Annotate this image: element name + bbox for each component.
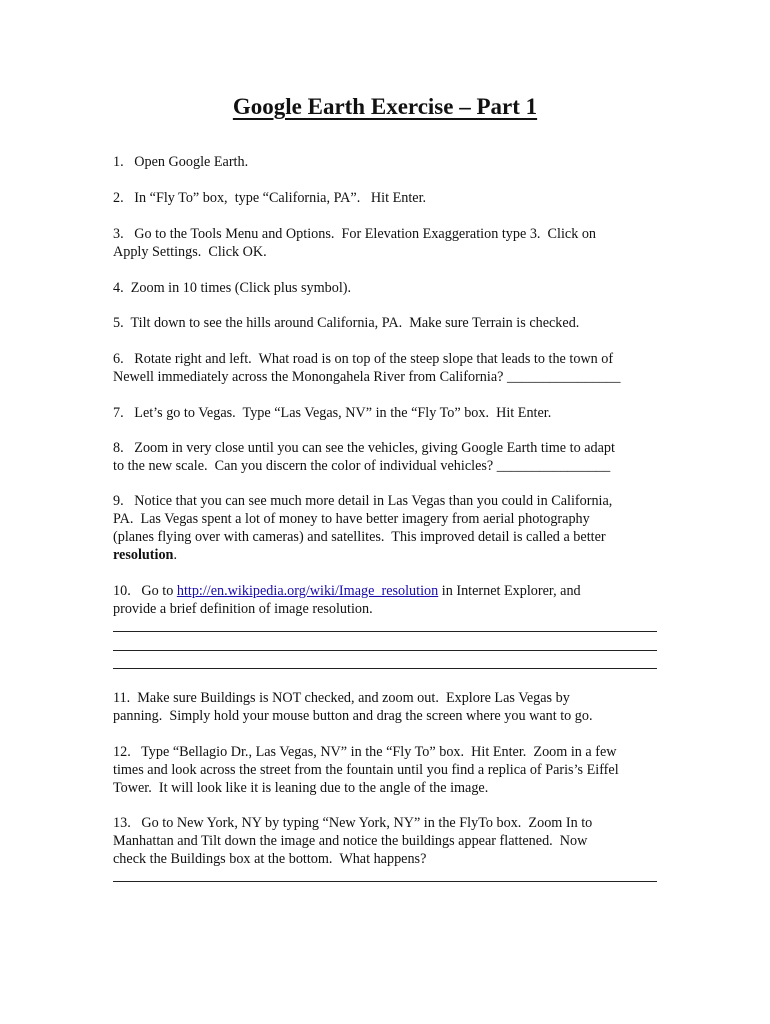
step-1: 1. Open Google Earth. <box>113 154 249 170</box>
step-3: 3. Go to the Tools Menu and Options. For Elevation Exaggeration type 3. Click on Apply Settings. Click OK. <box>113 226 597 260</box>
image-resolution-link[interactable]: http://en.wikipedia.org/wiki/Image_resolution <box>176 583 439 599</box>
answer-line <box>113 881 657 882</box>
step-12: 12. Type “Bellagio Dr., Las Vegas, NV” in the “Fly To” box. Hit Enter. Zoom in a few times and look across the street from the fountain until you find a replica of Paris’s Eiffel Tower. It will look like it is leaning due to the angle of the image. <box>113 744 619 796</box>
page-title: Google Earth Exercise – Part 1 <box>232 94 538 119</box>
step-4: 4. Zoom in 10 times (Click plus symbol). <box>113 280 352 296</box>
step-9-period: . <box>173 547 177 563</box>
step-10-prefix: 10. Go to <box>113 583 177 599</box>
step-5: 5. Tilt down to see the hills around California, PA. Make sure Terrain is checked. <box>113 315 580 331</box>
step-9 <box>113 492 661 564</box>
step-7: 7. Let’s go to Vegas. Type “Las Vegas, NV” in the “Fly To” box. Hit Enter. <box>113 405 552 421</box>
step-8: 8. Zoom in very close until you can see the vehicles, giving Google Earth time to adapt to the new scale. Can you discern the color of individual vehicles? ________________ <box>113 440 615 474</box>
step-6: 6. Rotate right and left. What road is on top of the steep slope that leads to the town of Newell immediately across the Monongahela River from California? ________________ <box>113 351 621 385</box>
step-10-suffix: in Internet Explorer, and provide a brief definition of image resolution. <box>113 583 581 617</box>
step-11: 11. Make sure Buildings is NOT checked, and zoom out. Explore Las Vegas by panning. Simply hold your mouse button and drag the screen where you want to go. <box>113 690 593 724</box>
answer-line <box>113 631 657 632</box>
step-2: 2. In “Fly To” box, type “California, PA”. Hit Enter. <box>113 190 427 206</box>
answer-line <box>113 650 657 651</box>
step-9-text: 9. Notice that you can see much more detail in Las Vegas than you could in California, PA. Las Vegas spent a lot of money to have better imagery from aerial photography (planes flying over with cameras) and satellites. This improved detail is called a better <box>113 493 613 545</box>
step-10 <box>113 582 661 618</box>
resolution-term: resolution <box>113 547 174 563</box>
step-13: 13. Go to New York, NY by typing “New York, NY” in the FlyTo box. Zoom In to Manhattan and Tilt down the image and notice the buildings appear flattened. Now check the Buildings box at the bottom. What happens? <box>113 815 593 867</box>
answer-line <box>113 668 657 669</box>
